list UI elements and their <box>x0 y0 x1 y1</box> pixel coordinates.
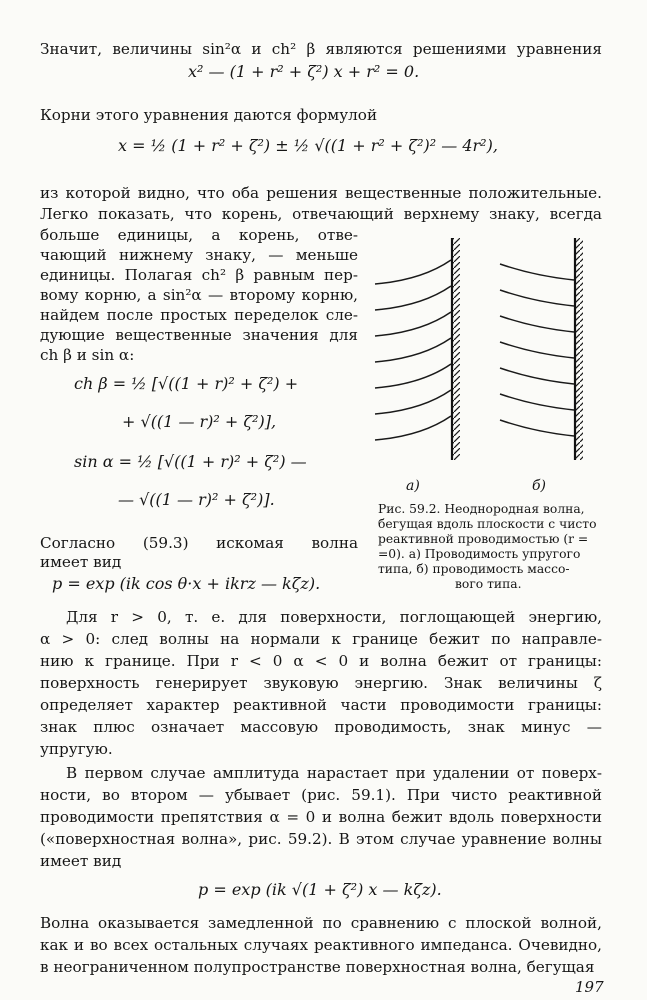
text-line: («поверхностная волна», рис. 59.2). В этом случае уравнение волны <box>40 830 602 848</box>
text-line: имеет вид <box>40 553 122 571</box>
text-line: поверхность генерирует звуковую энергию. Знак величины ζ <box>40 674 602 692</box>
text-line: ности, во втором — убывает (рис. 59.1). При чисто реактивной <box>40 786 602 804</box>
text-line: как и во всех остальных случаях реактивного импеданса. Очевидно, <box>40 936 602 954</box>
figure-caption-line: =0). а) Проводимость упругого <box>378 547 581 561</box>
figure-59-2 <box>370 232 602 464</box>
equation-surface-wave: p = exp (ik √(1 + ζ²) x — kζz). <box>198 880 442 899</box>
panel-a-diagram <box>375 238 460 460</box>
text-line: α > 0: след волны на нормали к границе бежит по направле- <box>40 630 602 648</box>
text-line: имеет вид <box>40 852 122 870</box>
figure-caption-line: реактивной проводимостью (r = <box>378 532 589 546</box>
figure-caption-line: Рис. 59.2. Неоднородная волна, <box>378 502 585 516</box>
wall-hatch <box>452 238 460 460</box>
figure-label-a: а) <box>406 478 420 494</box>
text-line: Значит, величины sin²α и ch² β являются решениями уравнения <box>40 40 602 58</box>
figure-label-b: б) <box>532 478 547 494</box>
text-line: В первом случае амплитуда нарастает при удалении от поверх- <box>66 764 602 782</box>
figure-caption-line: вого типа. <box>455 577 522 591</box>
text-line: определяет характер реактивной части проводимости границы: <box>40 696 602 714</box>
equation-wave-p: p = exp (ik cos θ·x + ikrz — kζz). <box>52 574 321 593</box>
text-line: Согласно (59.3) искомая волна <box>40 534 358 552</box>
text-line: Легко показать, что корень, отвечающий верхнему знаку, всегда <box>40 205 602 223</box>
text-line: из которой видно, что оба решения вещественные положительные. <box>40 184 602 202</box>
text-line: единицы. Полагая ch² β равным пер- <box>40 266 358 284</box>
figure-caption-line: бегущая вдоль плоскости с чисто <box>378 517 597 531</box>
text-line: в неограниченном полупространстве поверхностная волна, бегущая <box>40 958 595 976</box>
text-line: проводимости препятствия α = 0 и волна бежит вдоль поверхности <box>40 808 602 826</box>
text-line: упругую. <box>40 740 113 758</box>
text-line: Для r > 0, т. е. для поверхности, поглощающей энергию, <box>66 608 602 626</box>
wall-hatch <box>575 238 583 460</box>
figure-caption-line: типа, б) проводимость массо- <box>378 562 570 576</box>
equation-roots: x = ½ (1 + r² + ζ²) ± ½ √((1 + r² + ζ²)² — 4r²), <box>118 136 498 155</box>
text-line: нию к границе. При r < 0 α < 0 и волна бежит от границы: <box>40 652 602 670</box>
equation-ch-beta-1: ch β = ½ [√((1 + r)² + ζ²) + <box>74 374 299 393</box>
equation-ch-beta-2: + √((1 — r)² + ζ²)], <box>122 412 277 431</box>
text-line: Корни этого уравнения даются формулой <box>40 106 378 124</box>
page-number: 197 <box>575 978 604 996</box>
text-line: найдем после простых переделок сле- <box>40 306 358 324</box>
text-line: знак плюс означает массовую проводимость, знак минус — <box>40 718 602 736</box>
text-line: вому корню, а sin²α — второму корню, <box>40 286 358 304</box>
equation-sin-alpha-1: sin α = ½ [√((1 + r)² + ζ²) — <box>74 452 307 471</box>
text-line: Волна оказывается замедленной по сравнению с плоской волной, <box>40 914 602 932</box>
equation-sin-alpha-2: — √((1 — r)² + ζ²)]. <box>118 490 275 509</box>
equation-quadratic: x² — (1 + r² + ζ²) x + r² = 0. <box>188 62 420 81</box>
text-line: больше единицы, а корень, отве- <box>40 226 358 244</box>
text-line: дующие вещественные значения для <box>40 326 358 344</box>
panel-b-diagram <box>500 238 583 460</box>
text-line: ch β и sin α: <box>40 346 135 364</box>
text-line: чающий нижнему знаку, — меньше <box>40 246 358 264</box>
wavefront-lines-a <box>375 260 451 440</box>
wavefront-lines-b <box>500 264 574 436</box>
